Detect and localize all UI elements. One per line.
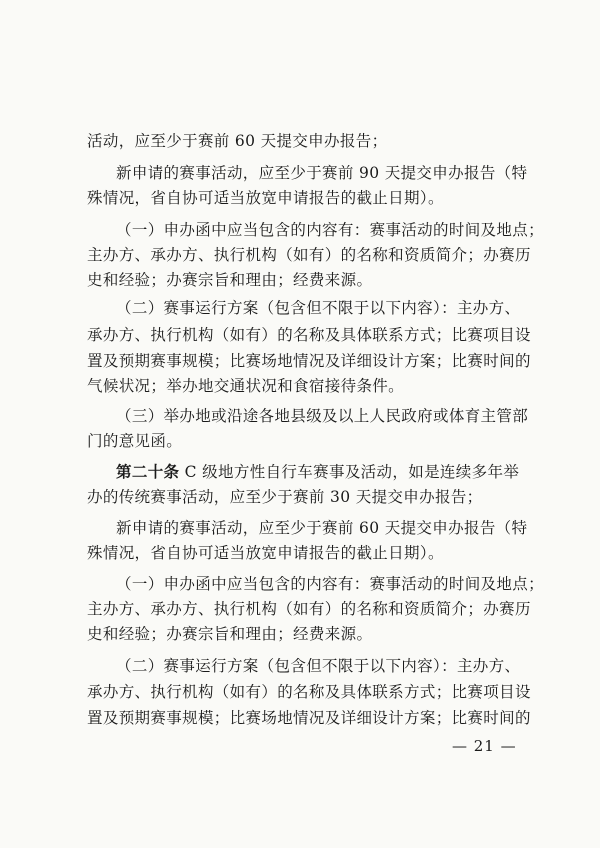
text-line: （一）申办函中应当包含的内容有：赛事活动的时间及地点； [116, 575, 544, 593]
text-line: 主办方、承办方、执行机构（如有）的名称和资质简介；办赛历 [87, 246, 531, 264]
article-number: 第二十条 [116, 462, 180, 481]
text-line: 置及预期赛事规模；比赛场地情况及详细设计方案；比赛时间的 [87, 352, 531, 370]
text-line: （二）赛事运行方案（包含但不限于以下内容）：主办方、 [116, 657, 521, 675]
text-line: 承办方、执行机构（如有）的名称及具体联系方式；比赛项目设 [87, 683, 531, 701]
text-line: 承办方、执行机构（如有）的名称及具体联系方式；比赛项目设 [87, 326, 531, 344]
text-line: 新申请的赛事活动，应至少于赛前 90 天提交申办报告（特 [116, 164, 528, 182]
text-line: 活动，应至少于赛前 60 天提交申办报告； [87, 132, 388, 150]
text-line: 史和经验；办赛宗旨和理由；经费来源。 [87, 271, 373, 289]
text-line: 殊情况，省自协可适当放宽申请报告的截止日期）。 [87, 544, 444, 562]
text-line: 主办方、承办方、执行机构（如有）的名称和资质简介；办赛历 [87, 600, 531, 618]
text-line: 气候状况；举办地交通状况和食宿接待条件。 [87, 377, 405, 395]
page-number: — 21 — [452, 737, 517, 755]
article-text: C 级地方性自行车赛事及活动，如是连续多年举 [179, 463, 520, 481]
text-line: （一）申办函中应当包含的内容有：赛事活动的时间及地点； [116, 221, 544, 239]
text-line: 门的意见函。 [87, 432, 183, 450]
text-line: 殊情况，省自协可适当放宽申请报告的截止日期）。 [87, 189, 444, 207]
text-line: （三）举办地或沿途各地县级及以上人民政府或体育主管部 [116, 407, 529, 425]
text-line: 史和经验；办赛宗旨和理由；经费来源。 [87, 625, 373, 643]
text-line: 新申请的赛事活动，应至少于赛前 60 天提交申办报告（特 [116, 519, 528, 537]
text-line: 办的传统赛事活动，应至少于赛前 30 天提交申办报告； [87, 488, 483, 506]
text-line: 置及预期赛事规模；比赛场地情况及详细设计方案；比赛时间的 [87, 709, 531, 727]
text-line: （二）赛事运行方案（包含但不限于以下内容）：主办方、 [116, 299, 521, 317]
article-heading-line [116, 462, 519, 482]
